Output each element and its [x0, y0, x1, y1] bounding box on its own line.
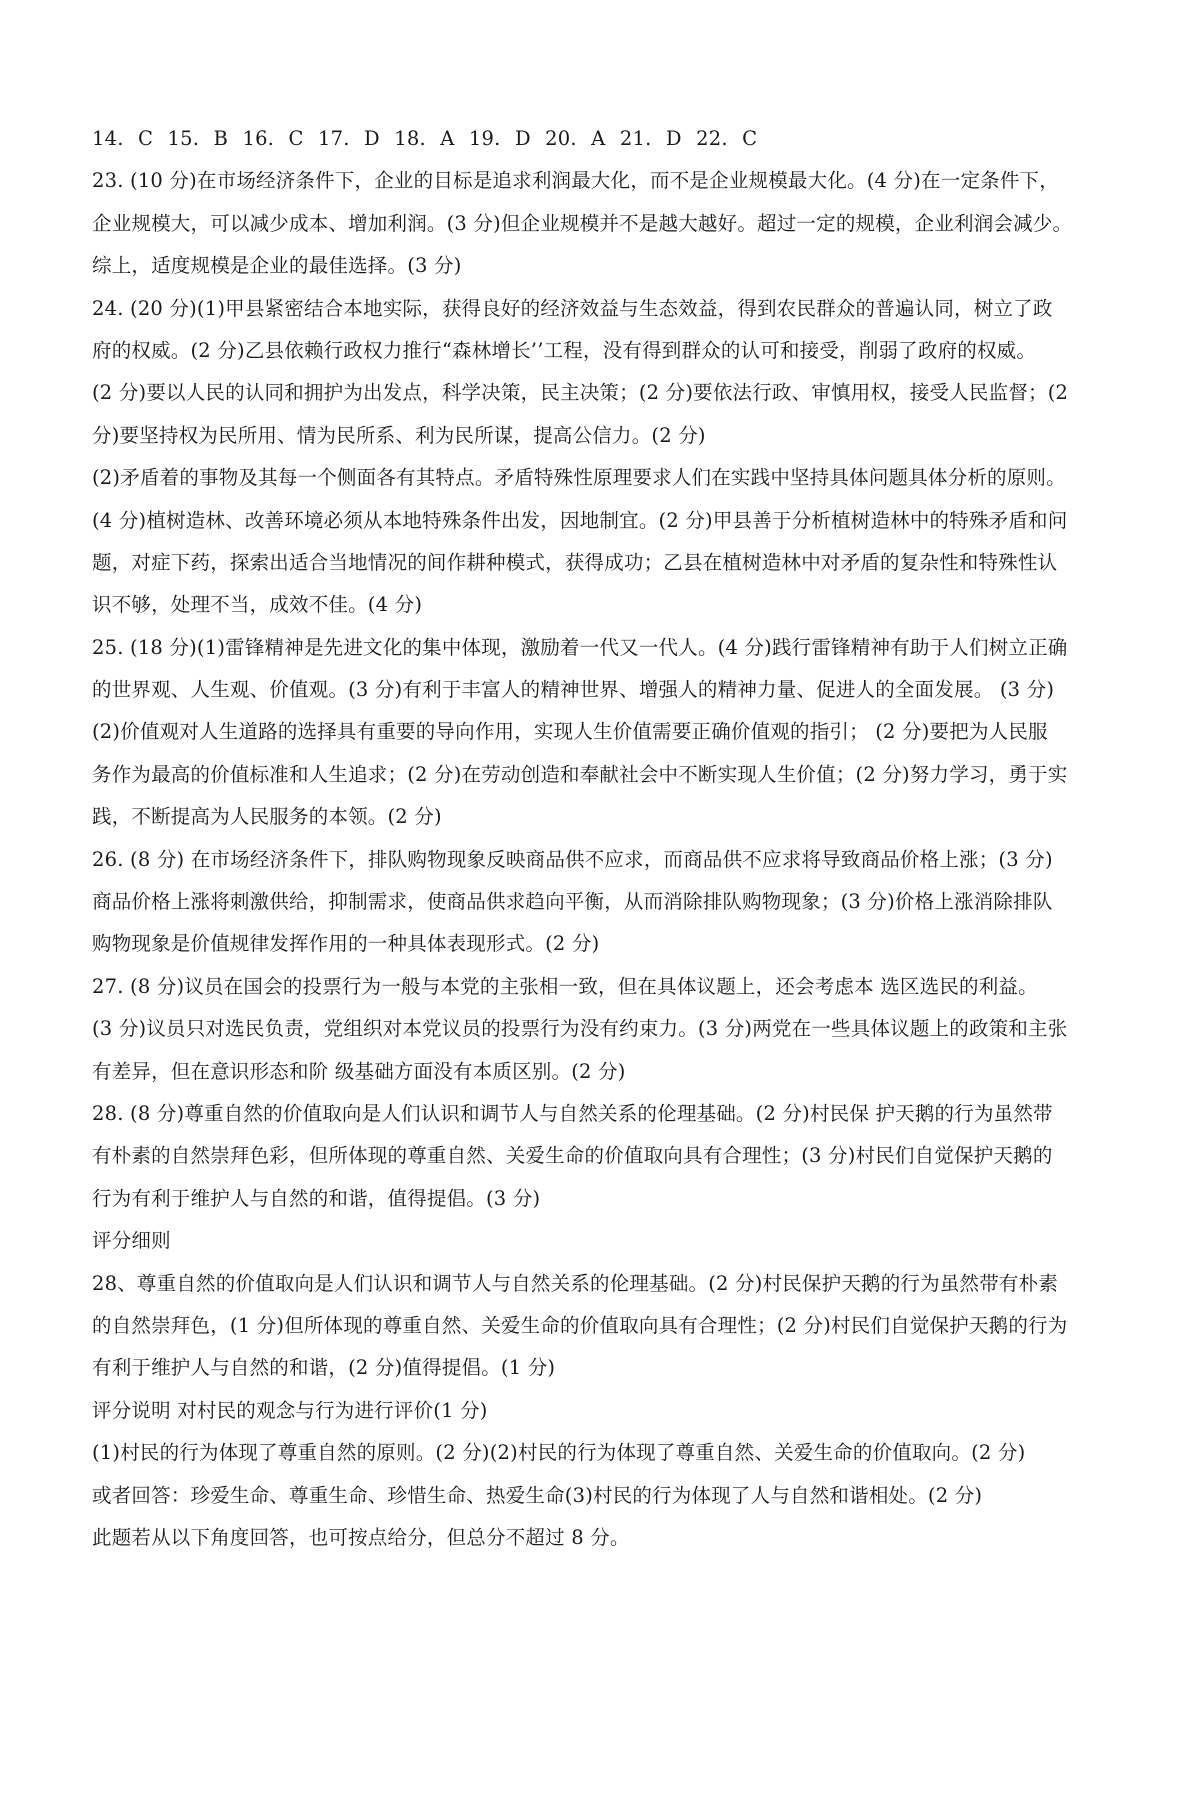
scoring-notes-line-2: 或者回答：珍爱生命、尊重生命、珍惜生命、热爱生命(3)村民的行为体现了人与自然和谐相处。(2 分) — [92, 1483, 983, 1507]
scoring-notes-line-3: 此题若从以下角度回答，也可按点给分，但总分不超过 8 分。 — [92, 1525, 630, 1549]
answer-26-line-1: 26. (8 分) 在市场经济条件下，排队购物现象反映商品供不应求，而商品供不应求将导致商品价格上涨；(3 分) — [92, 847, 1053, 871]
answer-25-line-5: 践，不断提高为人民服务的本领。(2 分) — [92, 805, 442, 829]
answer-27-line-3: 有差异，但在意识形态和阶 级基础方面没有本质区别。(2 分) — [92, 1059, 626, 1083]
scoring-notes-heading: 评分说明 对村民的观念与行为进行评价(1 分) — [92, 1398, 488, 1422]
answer-24-line-1: 24. (20 分)(1)甲县紧密结合本地实际，获得良好的经济效益与生态效益，得到农民群众的普遍认同，树立了政 — [92, 296, 1053, 320]
scoring-28-line-3: 有利于维护人与自然的和谐，(2 分)值得提倡。(1 分) — [92, 1356, 556, 1380]
answer-24-line-6: (4 分)植树造林、改善环境必须从本地特殊条件出发，因地制宜。(2 分)甲县善于分析植树造林中的特殊矛盾和问 — [92, 508, 1068, 532]
answer-28-line-1: 28. (8 分)尊重自然的价值取向是人们认识和调节人与自然关系的伦理基础。(2 分)村民保 护天鹅的行为虽然带 — [92, 1101, 1053, 1125]
answer-document — [92, 118, 1122, 1559]
answer-26-line-2: 商品价格上涨将刺激供给，抑制需求，使商品供求趋向平衡，从而消除排队购物现象；(3 分)价格上涨消除排队 — [92, 890, 1053, 914]
answer-23-line-1: 23. (10 分)在市场经济条件下，企业的目标是追求利润最大化，而不是企业规模最大化。(4 分)在一定条件下， — [92, 169, 1059, 193]
answer-26-line-3: 购物现象是价值规律发挥作用的一种具体表现形式。(2 分) — [92, 932, 600, 956]
choice-answers-line: 14. C 15. B 16. C 17. D 18. A 19. D 20. A 21. D 22. C — [92, 127, 758, 150]
answer-24-line-2: 府的权威。(2 分)乙县依赖行政权力推行“森林增长’’工程，没有得到群众的认可和接受，削弱了政府的权威。 — [92, 338, 1037, 362]
scoring-details-heading: 评分细则 — [92, 1229, 171, 1253]
answer-25-line-2: 的世界观、人生观、价值观。(3 分)有利于丰富人的精神世界、增强人的精神力量、促进人的全面发展。 (3 分) — [92, 678, 1055, 702]
answer-23-line-3: 综上，适度规模是企业的最佳选择。(3 分) — [92, 254, 462, 278]
answer-25-line-3: (2)价值观对人生道路的选择具有重要的导向作用，实现人生价值需要正确价值观的指引； (2 分)要把为人民服 — [92, 720, 1048, 744]
answer-25-line-1: 25. (18 分)(1)雷锋精神是先进文化的集中体现，激励着一代又一代人。(4 分)践行雷锋精神有助于人们树立正确 — [92, 635, 1068, 659]
answer-27-line-2: (3 分)议员只对选民负责，党组织对本党议员的投票行为没有约束力。(3 分)两党在一些具体议题上的政策和主张 — [92, 1017, 1068, 1041]
answer-28-line-2: 有朴素的自然崇拜色彩，但所体现的尊重自然、关爱生命的价值取向具有合理性；(3 分)村民们自觉保护天鹅的 — [92, 1144, 1053, 1168]
scoring-28-line-1: 28、尊重自然的价值取向是人们认识和调节人与自然关系的伦理基础。(2 分)村民保护天鹅的行为虽然带有朴素 — [92, 1271, 1059, 1295]
answer-25-line-4: 务作为最高的价值标准和人生追求；(2 分)在劳动创造和奉献社会中不断实现人生价值；(2 分)努力学习，勇于实 — [92, 762, 1068, 786]
answer-24-line-5: (2)矛盾着的事物及其每一个侧面各有其特点。矛盾特殊性原理要求人们在实践中坚持具体问题具体分析的原则。 — [92, 466, 1066, 490]
answer-27-line-1: 27. (8 分)议员在国会的投票行为一般与本党的主张相一致，但在具体议题上，还会考虑本 选区选民的利益。 — [92, 974, 1038, 998]
answer-28-line-3: 行为有利于维护人与自然的和谐，值得提倡。(3 分) — [92, 1186, 541, 1210]
answer-24-line-3: (2 分)要以人民的认同和拥护为出发点，科学决策，民主决策；(2 分)要依法行政、审慎用权，接受人民监督；(2 — [92, 381, 1069, 405]
answer-24-line-4: 分)要坚持权为民所用、情为民所系、利为民所谋，提高公信力。(2 分) — [92, 423, 706, 447]
answer-23-line-2: 企业规模大，可以减少成本、增加利润。(3 分)但企业规模并不是越大越好。超过一定的规模，企业利润会减少。 — [92, 211, 1073, 235]
scoring-28-line-2: 的自然崇拜色，(1 分)但所体现的尊重自然、关爱生命的价值取向具有合理性；(2 分)村民们自觉保护天鹅的行为 — [92, 1313, 1068, 1337]
answer-24-line-7: 题，对症下药，探索出适合当地情况的间作耕种模式，获得成功；乙县在植树造林中对矛盾的复杂性和特殊性认 — [92, 550, 1058, 574]
scoring-notes-line-1: (1)村民的行为体现了尊重自然的原则。(2 分)(2)村民的行为体现了尊重自然、关爱生命的价值取向。(2 分) — [92, 1441, 1026, 1465]
answer-24-line-8: 识不够，处理不当，成效不佳。(4 分) — [92, 593, 423, 617]
